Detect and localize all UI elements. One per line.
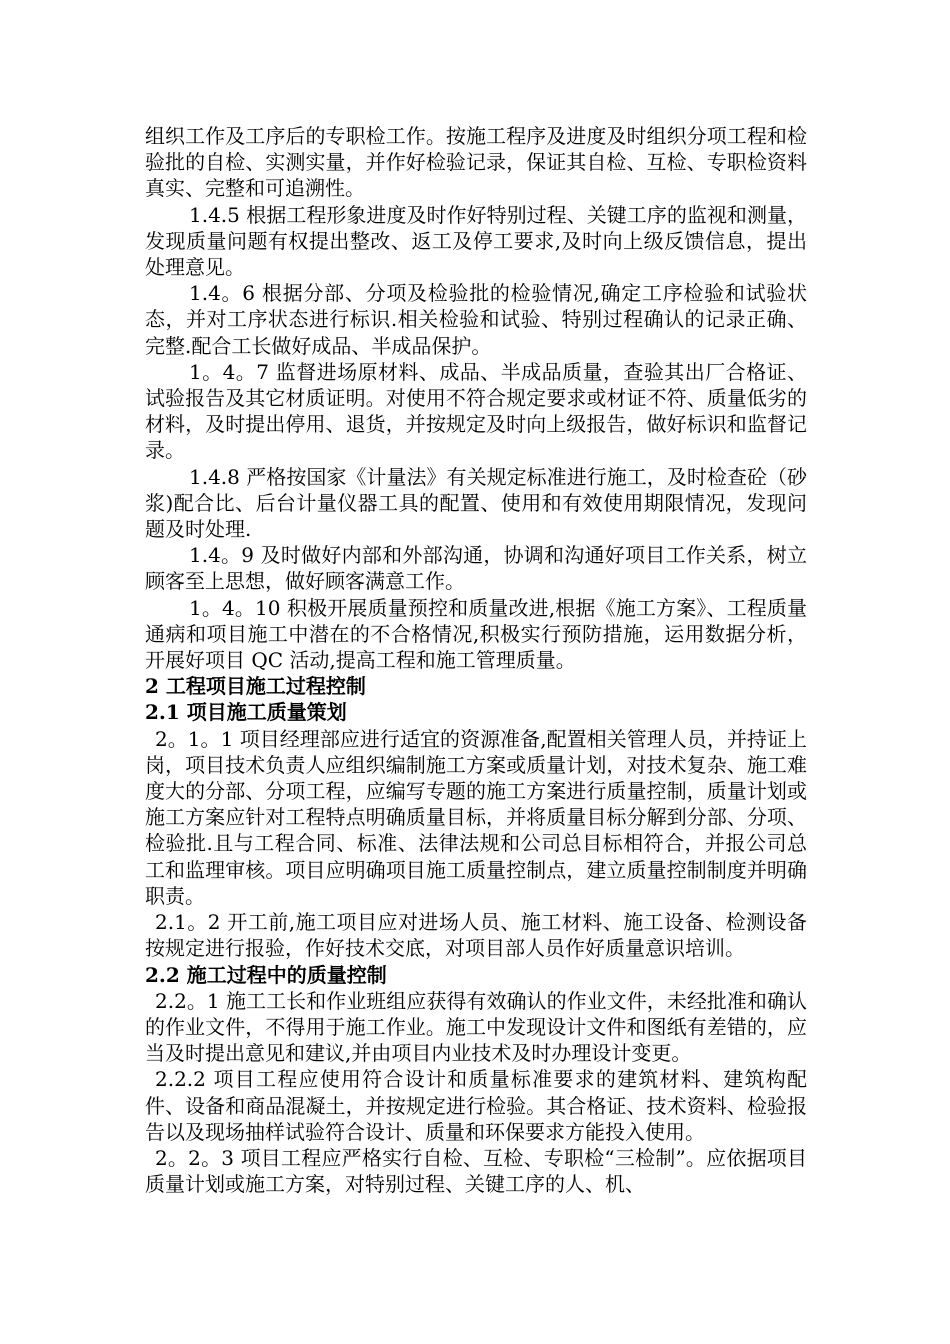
paragraph-2-2-2: 2.2.2 项目工程应使用符合设计和质量标准要求的建筑材料、建筑构配件、设备和商品混凝土，并按规定进行检验。其合格证、技术资料、检验报告以及现场抽样试验符合设计、质量和环保要求方能投入使用。 — [145, 1067, 807, 1144]
paragraph-1-4-9: 1.4。9 及时做好内部和外部沟通，协调和沟通好项目工作关系，树立顾客至上思想，做好顾客满意工作。 — [145, 543, 807, 594]
paragraph-2-2-3: 2。2。3 项目工程应严格实行自检、互检、专职检“三检制”。应依据项目质量计划或施工方案，对特别过程、关键工序的人、机、 — [145, 1145, 807, 1197]
document-page — [145, 123, 807, 1197]
paragraph-1-4-7: 1。4。7 监督进场原材料、成品、半成品质量，查验其出厂合格证、试验报告及其它材质证明。对使用不符合规定要求或材证不符、质量低劣的材料，及时提出停用、退货，并按规定及时向上级报告，做好标识和监督记录。 — [145, 359, 807, 463]
paragraph-2-1-2: 2.1。2 开工前,施工项目应对进场人员、施工材料、施工设备、检测设备按规定进行报验，作好技术交底，对项目部人员作好质量意识培训。 — [145, 910, 807, 961]
paragraph-1-4-10: 1。4。10 积极开展质量预控和质量改进,根据《施工方案》、工程质量通病和项目施工中潜在的不合格情况,积极实行预防措施，运用数据分析，开展好项目 QC 活动,提高工程和施工管理质量。 — [145, 595, 807, 673]
section-heading-2-2: 2.2 施工过程中的质量控制 — [145, 962, 387, 987]
section-heading-2-1: 2.1 项目施工质量策划 — [145, 700, 347, 725]
section-heading-2: 2 工程项目施工过程控制 — [145, 674, 366, 699]
paragraph-continuation: 组织工作及工序后的专职检工作。按施工程序及进度及时组织分项工程和检验批的自检、实测实量，并作好检验记录，保证其自检、互检、专职检资料真实、完整和可追溯性。 — [145, 124, 807, 201]
paragraph-1-4-5: 1.4.5 根据工程形象进度及时作好特别过程、关键工序的监视和测量，发现质量问题有权提出整改、返工及停工要求,及时向上级反馈信息，提出处理意见。 — [145, 202, 807, 280]
paragraph-2-2-1: 2.2。1 施工工长和作业班组应获得有效确认的作业文件，未经批准和确认的作业文件，不得用于施工作业。施工中发现设计文件和图纸有差错的，应当及时提出意见和建议,并由项目内业技术及时办理设计变更。 — [145, 988, 807, 1066]
paragraph-1-4-6: 1.4。6 根据分部、分项及检验批的检验情况,确定工序检验和试验状态，并对工序状态进行标识.相关检验和试验、特别过程确认的记录正确、完整.配合工长做好成品、半成品保护。 — [145, 281, 807, 358]
paragraph-1-4-8: 1.4.8 严格按国家《计量法》有关规定标准进行施工，及时检查砼（砂浆)配合比、后台计量仪器工具的配置、使用和有效使用期限情况，发现问题及时处理. — [145, 464, 807, 542]
paragraph-2-1-1: 2。1。1 项目经理部应进行适宜的资源准备,配置相关管理人员，并持证上岗，项目技术负责人应组织编制施工方案或质量计划，对技术复杂、施工难度大的分部、分项工程，应编写专题的施工方案进行质量控制，质量计划或施工方案应针对工程特点明确质量目标，并将质量目标分解到分部、分项、检验批.且与工程合同、标准、法律法规和公司总目标相符合，并报公司总工和监理审核。项目应明确项目施工质量控制点，建立质量控制制度并明确职责。 — [145, 726, 807, 908]
